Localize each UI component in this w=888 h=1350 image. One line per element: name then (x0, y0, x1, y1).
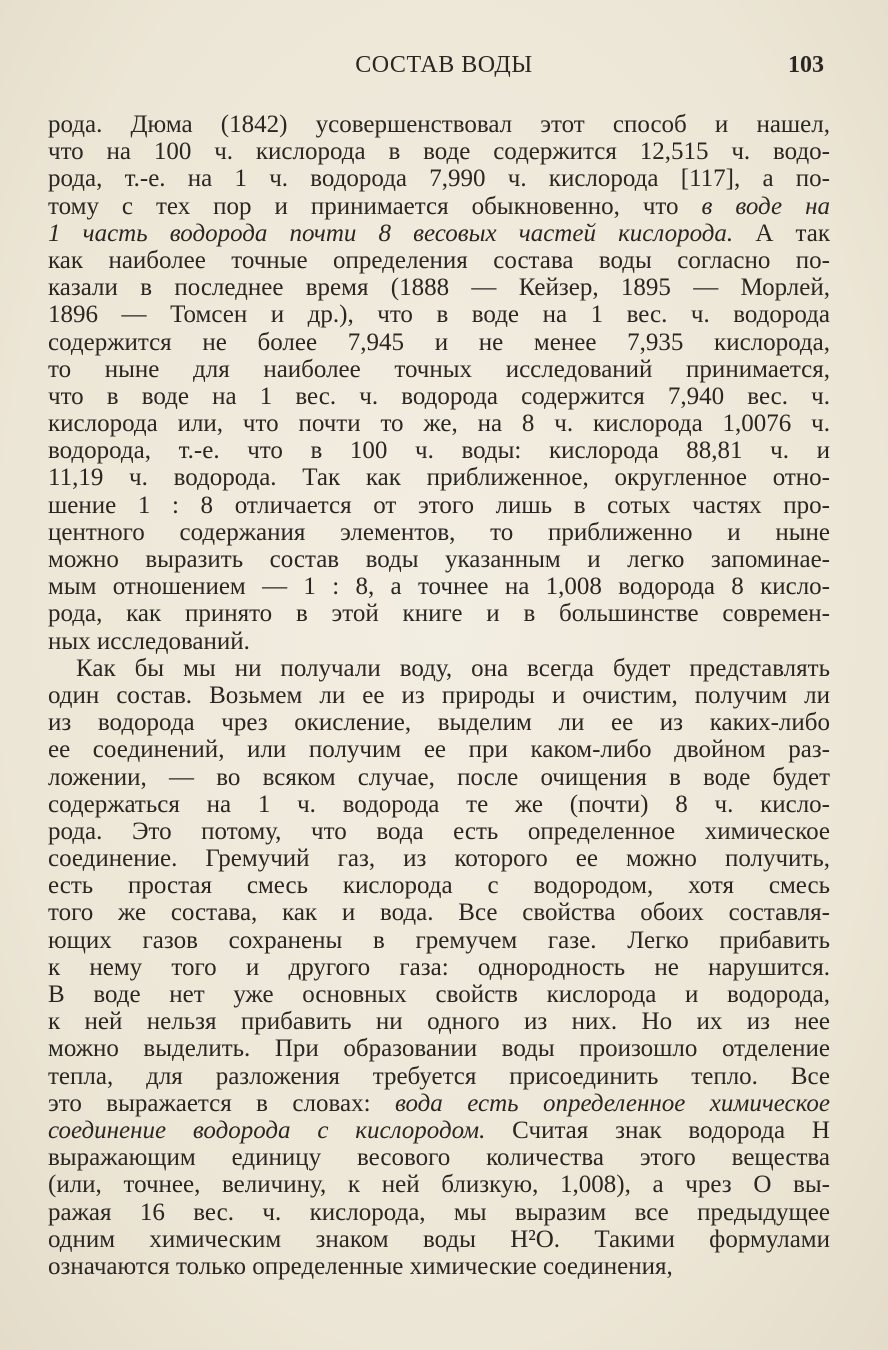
page-number: 103 (788, 52, 824, 78)
text-line (48, 1035, 830, 1062)
text-line (48, 546, 830, 573)
text-line (48, 628, 830, 655)
text-run: выражающим единицу весового количества этого вещества (48, 1144, 830, 1172)
text-run: из водорода чрез окисление, выделим ли ее из каких-либо (48, 709, 830, 737)
text-run: центного содержания элементов, то приближенно и ныне (48, 518, 830, 546)
text-line (48, 1117, 830, 1144)
text-run: содержится не более 7,945 и не менее 7,935 кислорода, (48, 328, 830, 356)
text-run: можно выразить состав воды указанным и легко запоминае- (48, 546, 830, 573)
text-line (48, 383, 830, 410)
text-run: одним химическим знаком воды Н²О. Такими формулами (48, 1225, 830, 1253)
text-run: рода. Дюма (1842) усовершенствовал этот способ и нашел, (48, 111, 830, 138)
text-line (48, 193, 830, 220)
text-run: шение 1 : 8 отличается от этого лишь в сотых частях про- (48, 491, 830, 519)
text-line (48, 764, 830, 791)
text-run: кислорода или, что почти то же, на 8 ч. кислорода 1,0076 ч. (48, 410, 830, 438)
text-run: ных исследований. (48, 627, 250, 655)
text-run: как наиболее точные определения состава воды согласно по- (48, 246, 830, 274)
text-run: ложении, — во всяком случае, после очищения в воде будет (48, 763, 830, 791)
text-line (48, 791, 830, 818)
running-title: СОСТАВ ВОДЫ (355, 52, 533, 78)
text-line (48, 138, 830, 165)
text-run: Как бы мы ни получали воду, она всегда будет представлять (76, 654, 830, 682)
text-run: к ней нельзя прибавить ни одного из них. Но их из нее (48, 1008, 830, 1036)
text-run: того же состава, как и вода. Все свойства обоих составля- (48, 899, 830, 927)
text-run: к нему того и другого газа: однородность не нарушится. (48, 953, 830, 981)
text-run: ражая 16 вес. ч. кислорода, мы выразим все предыдущее (48, 1198, 830, 1226)
text-line (48, 927, 830, 954)
text-line (48, 845, 830, 872)
italic-text: соединение водорода с кислородом. (48, 1116, 486, 1144)
text-line (48, 301, 830, 328)
text-line (48, 492, 830, 519)
text-line (48, 247, 830, 274)
text-run: тепла, для разложения требуется присоединить тепло. Все (48, 1062, 830, 1090)
text-run: 11,19 ч. водорода. Так как приближенное, округленное отно- (48, 464, 830, 492)
text-run: что в воде на 1 вес. ч. водорода содержится 7,940 вес. ч. (48, 382, 830, 410)
text-run: рода, как принято в этой книге и в большинстве современ- (48, 600, 830, 628)
text-line (48, 600, 830, 627)
body-text (48, 111, 830, 1280)
text-line (48, 709, 830, 736)
text-run: Считая знак водорода Н (485, 1116, 830, 1144)
text-run: казали в последнее время (1888 — Кейзер, 1895 — Морлей, (48, 274, 830, 302)
text-run: содержаться на 1 ч. водорода те же (почти) 8 ч. кисло- (48, 790, 830, 818)
text-run: (или, точнее, величину, к ней близкую, 1,008), а чрез О вы- (48, 1171, 830, 1199)
text-run: можно выделить. При образовании воды произошло отделение (48, 1035, 830, 1063)
text-line (48, 356, 830, 383)
text-line (48, 1226, 830, 1253)
text-line (48, 1090, 830, 1117)
text-line (48, 818, 830, 845)
paragraph (48, 655, 830, 1280)
italic-text: 1 часть водорода почти 8 весовых частей кислорода. (48, 219, 734, 247)
text-run: водорода, т.-е. что в 100 ч. воды: кислорода 88,81 ч. и (48, 437, 830, 465)
text-line (48, 872, 830, 899)
text-run: ющих газов сохранены в гремучем газе. Легко прибавить (48, 926, 830, 954)
text-run: соединение. Гремучий газ, из которого ее можно получить, (48, 845, 830, 873)
text-run: рода, т.-е. на 1 ч. водорода 7,990 ч. кислорода [117], а по- (48, 165, 830, 193)
text-line (48, 981, 830, 1008)
paragraph (48, 111, 830, 655)
text-line (48, 165, 830, 192)
text-line (48, 954, 830, 981)
text-line (48, 111, 830, 138)
page-header (0, 52, 888, 88)
text-line (48, 655, 830, 682)
text-line (48, 519, 830, 546)
text-run: 1896 — Томсен и др.), что в воде на 1 вес. ч. водорода (48, 301, 830, 329)
text-run: рода. Это потому, что вода есть определенное химическое (48, 817, 830, 845)
text-line (48, 329, 830, 356)
text-line (48, 573, 830, 600)
text-line (48, 1144, 830, 1171)
text-run: что на 100 ч. кислорода в воде содержится 12,515 ч. водо- (48, 138, 830, 166)
italic-text: в воде на (701, 192, 830, 220)
text-run: В воде нет уже основных свойств кислорода и водорода, (48, 981, 830, 1008)
text-line (48, 1008, 830, 1035)
text-line (48, 1253, 830, 1280)
text-line (48, 437, 830, 464)
text-run: А так (733, 219, 831, 247)
text-run: тому с тех пор и принимается обыкновенно, что (48, 192, 702, 220)
text-line (48, 274, 830, 301)
text-line (48, 1063, 830, 1090)
text-line (48, 410, 830, 437)
text-line (48, 464, 830, 491)
text-run: это выражается в словах: (48, 1089, 395, 1117)
italic-text: вода есть определенное химическое (394, 1089, 830, 1117)
text-line (48, 736, 830, 763)
text-run: то ныне для наиболее точных исследований принимается, (48, 355, 830, 383)
text-line (48, 1171, 830, 1198)
text-run: ее соединений, или получим ее при каком-либо двойном раз- (48, 736, 830, 764)
text-line (48, 899, 830, 926)
text-run: один состав. Возьмем ли ее из природы и очистим, получим ли (48, 681, 830, 709)
text-line (48, 220, 830, 247)
text-run: мым отношением — 1 : 8, а точнее на 1,008 водорода 8 кисло- (48, 573, 830, 601)
text-run: есть простая смесь кислорода с водородом, хотя смесь (48, 872, 830, 900)
text-line (48, 682, 830, 709)
text-run: означаются только определенные химические соединения, (48, 1252, 673, 1280)
text-line (48, 1199, 830, 1226)
